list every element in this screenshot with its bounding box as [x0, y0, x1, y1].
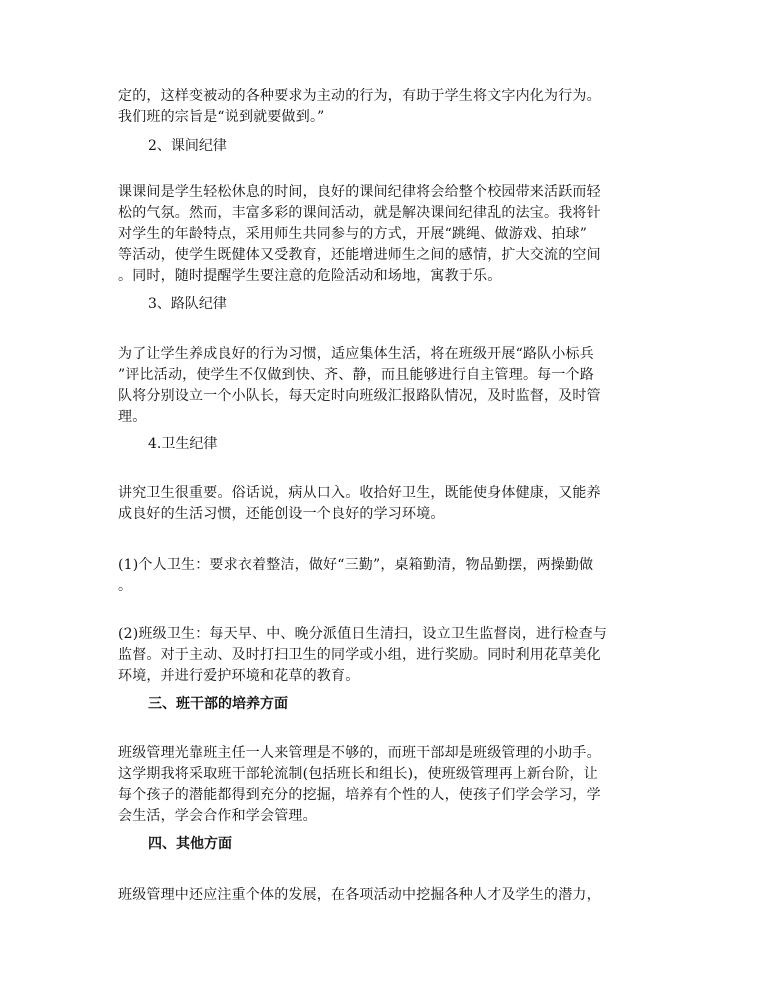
text-line: 。同时，随时提醒学生要注意的危险活动和场地，寓教于乐。 [118, 268, 502, 284]
text-line: 成良好的生活习惯，还能创设一个良好的学习环境。 [118, 506, 445, 522]
text-line: (2)班级卫生：每天早、中、晚分派值日生清扫，设立卫生监督岗，进行检查与 [118, 626, 608, 642]
text-line: 对学生的年龄特点，采用师生共同参与的方式，开展“跳绳、做游戏、拍球” [118, 226, 588, 242]
hygiene-discipline-heading: 4.卫生纪律 [148, 436, 218, 452]
text-line: 环境，并进行爱护环境和花草的教育。 [118, 668, 360, 684]
intro-paragraph [118, 86, 658, 128]
recess-discipline-heading: 2、课间纪律 [148, 138, 227, 154]
text-line: 讲究卫生很重要。俗话说，病从口入。收拾好卫生，既能使身体健康，又能养 [118, 485, 601, 501]
text-line: 理。 [118, 409, 147, 425]
text-line: 监督。对于主动、及时打扫卫生的同学或小组，进行奖励。同时利用花草美化 [118, 647, 601, 663]
text-line: 队将分别设立一个小队长，每天定时向班级汇报路队情况，及时监督，及时管 [118, 388, 601, 404]
text-line: 等活动，使学生既健体又受教育，还能增进师生之间的感情，扩大交流的空间 [118, 247, 601, 263]
hygiene-intro-paragraph [118, 483, 658, 525]
recess-discipline-paragraph [118, 182, 658, 287]
text-line: 班级管理光靠班主任一人来管理是不够的，而班干部却是班级管理的小助手。 [118, 745, 601, 761]
text-line: 每个孩子的潜能都得到充分的挖掘，培养有个性的人，使孩子们学会学习，学 [118, 787, 601, 803]
queue-discipline-paragraph [118, 344, 658, 428]
text-line: ”评比活动，使学生不仅做到快、齐、静，而且能够进行自主管理。每一个路 [118, 367, 594, 383]
text-line: 这学期我将采取班干部轮流制(包括班长和组长)，使班级管理再上新台阶，让 [118, 766, 598, 782]
cadre-training-paragraph [118, 743, 658, 827]
cadre-training-heading: 三、班干部的培养方面 [148, 696, 288, 712]
text-line: 松的气氛。然而，丰富多彩的课间活动，就是解决课间纪律乱的法宝。我将针 [118, 205, 601, 221]
personal-hygiene-paragraph [118, 555, 658, 597]
text-line: 课课间是学生轻松休息的时间，良好的课间纪律将会给整个校园带来活跃而轻 [118, 184, 601, 200]
text-line: 会生活，学会合作和学会管理。 [118, 808, 317, 824]
other-aspects-paragraph [118, 885, 658, 906]
text-line: 定的，这样变被动的各种要求为主动的行为，有助于学生将文字内化为行为。 [118, 88, 601, 104]
class-hygiene-paragraph [118, 624, 658, 687]
text-line: (1)个人卫生：要求衣着整洁，做好“三勤”，桌箱勤清，物品勤摆，两操勤做 [118, 557, 594, 573]
text-line: 为了让学生养成良好的行为习惯，适应集体生活，将在班级开展“路队小标兵 [118, 346, 594, 362]
text-line: 班级管理中还应注重个体的发展，在各项活动中挖掘各种人才及学生的潜力， [118, 887, 601, 903]
other-aspects-heading: 四、其他方面 [148, 836, 232, 852]
text-line: 。 [118, 578, 133, 594]
queue-discipline-heading: 3、路队纪律 [148, 296, 227, 312]
text-line: 我们班的宗旨是“说到就要做到。” [118, 109, 325, 125]
